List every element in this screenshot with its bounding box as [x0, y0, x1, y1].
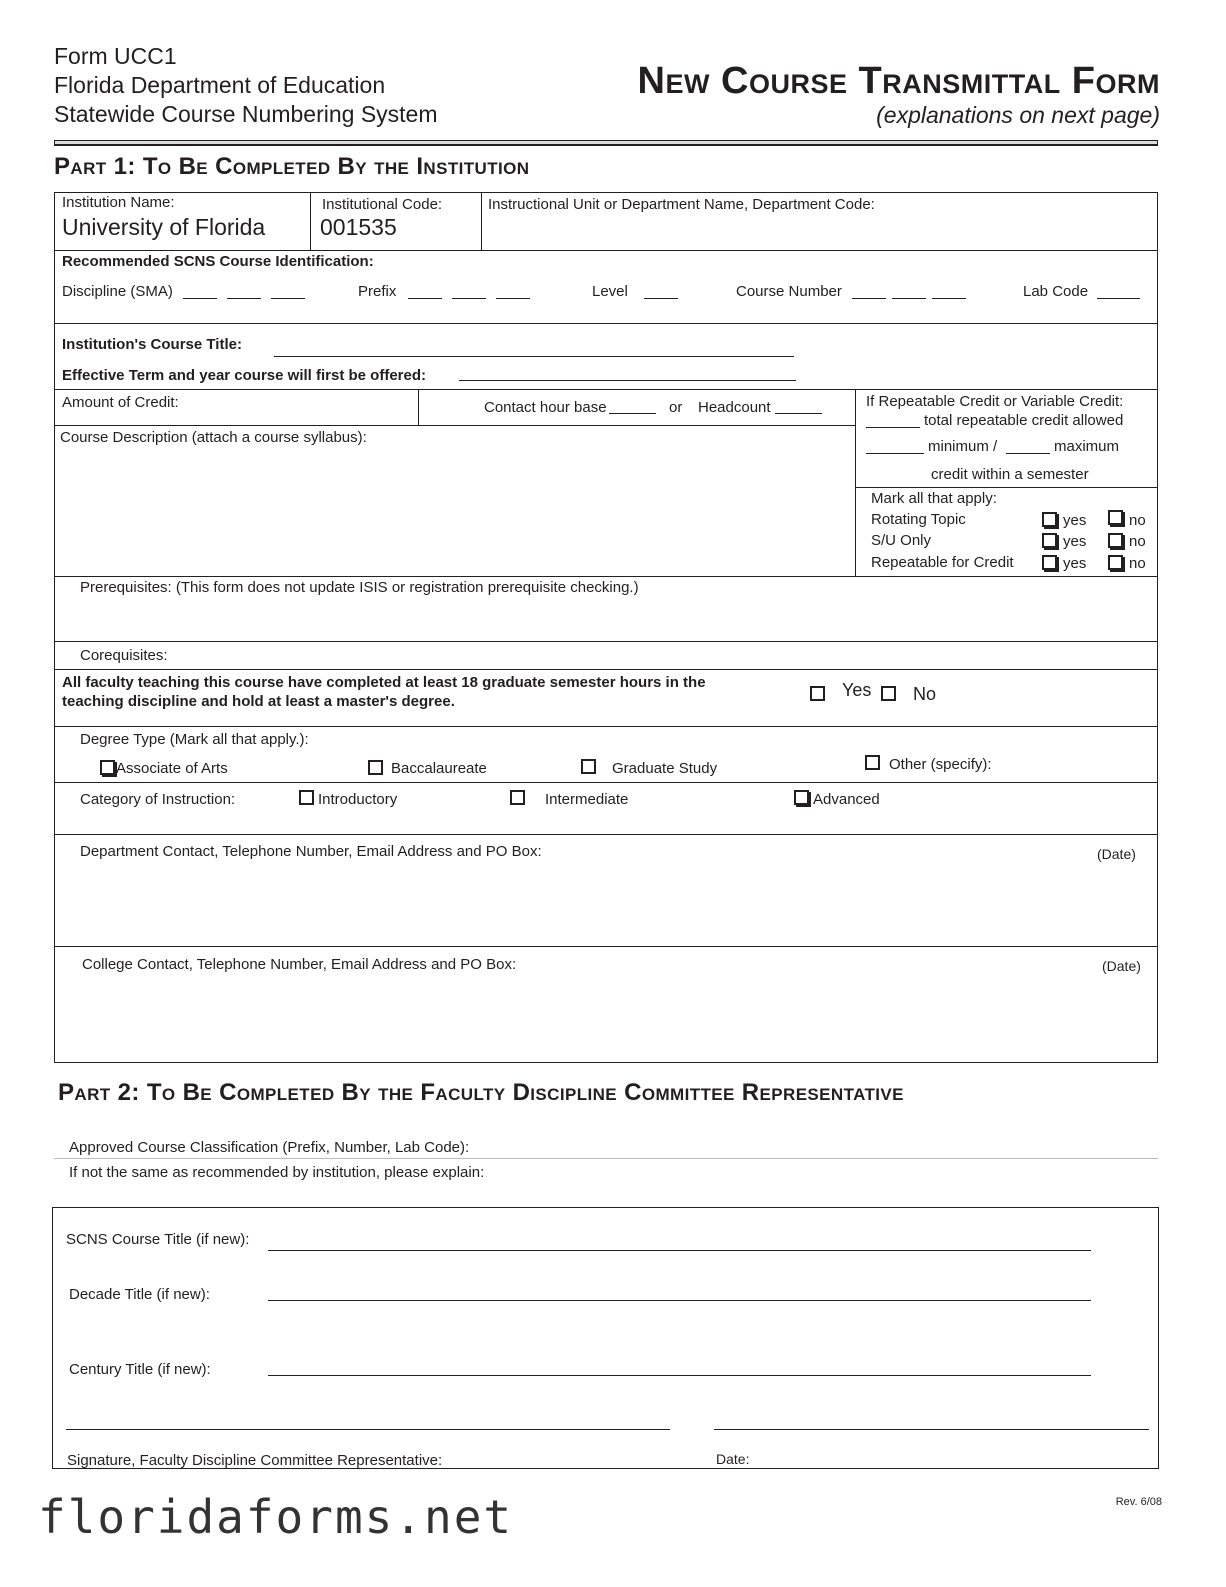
century-title-label: Century Title (if new): [69, 1361, 211, 1378]
rotating-topic-no-checkbox[interactable] [1108, 510, 1123, 525]
signature-date-label: Date: [716, 1451, 750, 1467]
century-title-field[interactable] [268, 1375, 1091, 1376]
intermediate-label: Intermediate [545, 791, 629, 808]
signature-date-field[interactable] [714, 1429, 1149, 1430]
introductory-label: Introductory [318, 791, 398, 808]
contact-hour-field[interactable] [609, 413, 656, 414]
divider [54, 250, 1158, 251]
repeatable-credit-label: Repeatable for Credit [871, 554, 1014, 571]
course-description-label: Course Description (attach a course syllabus): [60, 429, 367, 446]
header-divider [54, 140, 1158, 146]
prefix-label: Prefix [358, 283, 397, 300]
other-degree-label: Other (specify): [889, 756, 992, 773]
associate-arts-checkbox[interactable] [100, 760, 115, 775]
divider [54, 782, 1158, 783]
form-header-left [54, 42, 438, 129]
institutional-code-field[interactable]: 001535 [320, 214, 397, 240]
total-repeatable-field[interactable] [866, 427, 920, 428]
system-name: Statewide Course Numbering System [54, 101, 438, 127]
explain-label: If not the same as recommended by institution, please explain: [69, 1164, 485, 1181]
divider [54, 323, 1158, 324]
lab-code-label: Lab Code [1023, 283, 1089, 300]
faculty-yes-label: Yes [842, 680, 872, 700]
su-only-no-checkbox[interactable] [1108, 533, 1123, 548]
divider [54, 641, 1158, 642]
dept-contact-date-label: (Date) [1097, 846, 1136, 862]
divider [54, 946, 1158, 947]
divider [855, 487, 1158, 488]
prefix-field-1[interactable] [408, 298, 442, 299]
effective-term-label: Effective Term and year course will first be offered: [62, 367, 426, 384]
scns-id-label: Recommended SCNS Course Identification: [62, 253, 374, 270]
amount-credit-label: Amount of Credit: [62, 394, 179, 411]
form-subtitle: (explanations on next page) [876, 102, 1160, 128]
degree-type-label: Degree Type (Mark all that apply.): [80, 731, 309, 748]
level-field[interactable] [644, 298, 678, 299]
level-label: Level [592, 283, 628, 300]
divider [54, 389, 1158, 390]
introductory-checkbox[interactable] [299, 790, 314, 805]
divider [855, 389, 856, 577]
baccalaureate-label: Baccalaureate [391, 760, 487, 777]
discipline-label: Discipline (SMA) [62, 283, 173, 300]
divider [54, 576, 1158, 577]
discipline-field-2[interactable] [227, 298, 261, 299]
repeatable-credit-no-label: no [1129, 555, 1146, 572]
course-number-field-2[interactable] [892, 298, 926, 299]
scns-title-label: SCNS Course Title (if new): [66, 1231, 250, 1248]
or-label: or [669, 399, 683, 416]
repeatable-credit-yes-label: yes [1063, 555, 1087, 572]
course-number-field-1[interactable] [852, 298, 886, 299]
institution-name-label: Institution Name: [62, 194, 175, 211]
agency-name: Florida Department of Education [54, 72, 386, 98]
discipline-field-1[interactable] [183, 298, 217, 299]
signature-field[interactable] [66, 1429, 670, 1430]
within-semester-label: credit within a semester [931, 466, 1089, 483]
headcount-label: Headcount [698, 399, 771, 416]
faculty-no-checkbox[interactable] [881, 686, 896, 701]
form-id: Form UCC1 [54, 43, 177, 69]
other-degree-checkbox[interactable] [865, 755, 880, 770]
college-contact-label: College Contact, Telephone Number, Email Address and PO Box: [82, 956, 517, 973]
course-number-label: Course Number [736, 283, 842, 300]
decade-title-field[interactable] [268, 1300, 1091, 1301]
discipline-field-3[interactable] [271, 298, 305, 299]
su-only-yes-checkbox[interactable] [1042, 533, 1057, 548]
rotating-topic-no-label: no [1129, 512, 1146, 529]
divider [418, 389, 419, 425]
faculty-statement-line1: All faculty teaching this course have completed at least 18 graduate semester hours in the [62, 674, 706, 691]
maximum-field[interactable] [1006, 453, 1050, 454]
scns-title-field[interactable] [268, 1250, 1091, 1251]
category-label: Category of Instruction: [80, 791, 236, 808]
mark-all-label: Mark all that apply: [871, 490, 997, 507]
advanced-label: Advanced [813, 791, 880, 808]
signature-label: Signature, Faculty Discipline Committee Representative: [67, 1452, 443, 1469]
course-title-label: Institution's Course Title: [62, 336, 242, 353]
intermediate-checkbox[interactable] [510, 790, 525, 805]
prefix-field-2[interactable] [452, 298, 486, 299]
su-only-label: S/U Only [871, 532, 932, 549]
faculty-statement-line2: teaching discipline and hold at least a master's degree. [62, 693, 455, 710]
institution-name-field[interactable]: University of Florida [62, 214, 266, 240]
part2-heading: Part 2: To Be Completed By the Faculty Discipline Committee Representative [58, 1079, 904, 1106]
repeatable-header: If Repeatable Credit or Variable Credit: [866, 393, 1124, 410]
rotating-topic-yes-checkbox[interactable] [1042, 512, 1057, 527]
course-title-field[interactable] [274, 356, 794, 357]
minimum-field[interactable] [866, 453, 924, 454]
headcount-field[interactable] [775, 413, 822, 414]
divider [54, 669, 1158, 670]
college-contact-date-label: (Date) [1102, 958, 1141, 974]
prefix-field-3[interactable] [496, 298, 530, 299]
approved-classification-label: Approved Course Classification (Prefix, Number, Lab Code): [69, 1139, 470, 1156]
graduate-study-label: Graduate Study [612, 760, 718, 777]
institutional-code-label: Institutional Code: [322, 196, 443, 213]
divider [54, 726, 1158, 727]
divider [310, 192, 311, 250]
divider [54, 425, 855, 426]
course-number-field-3[interactable] [932, 298, 966, 299]
department-label: Instructional Unit or Department Name, Department Code: [488, 196, 875, 213]
rotating-topic-label: Rotating Topic [871, 511, 966, 528]
faculty-no-label: No [913, 684, 937, 704]
rotating-topic-yes-label: yes [1063, 512, 1087, 529]
divider [54, 834, 1158, 835]
watermark: floridaforms.net [38, 1490, 514, 1544]
baccalaureate-checkbox[interactable] [368, 760, 383, 775]
prerequisites-label: Prerequisites: (This form does not update ISIS or registration prerequisite checking.) [80, 579, 639, 596]
graduate-study-checkbox[interactable] [581, 759, 596, 774]
effective-term-field[interactable] [459, 380, 796, 381]
repeatable-credit-yes-checkbox[interactable] [1042, 555, 1057, 570]
associate-arts-label: Associate of Arts [116, 760, 228, 777]
repeatable-credit-no-checkbox[interactable] [1108, 555, 1123, 570]
minimum-label: minimum / [928, 438, 998, 455]
total-repeatable-label: total repeatable credit allowed [924, 412, 1124, 429]
faculty-yes-checkbox[interactable] [810, 686, 825, 701]
part1-heading: Part 1: To Be Completed By the Institution [54, 153, 530, 180]
corequisites-label: Corequisites: [80, 647, 168, 664]
su-only-yes-label: yes [1063, 533, 1087, 550]
approved-classification-field[interactable] [54, 1158, 1158, 1159]
su-only-no-label: no [1129, 533, 1146, 550]
decade-title-label: Decade Title (if new): [69, 1286, 210, 1303]
divider [481, 192, 482, 250]
revision-label: Rev. 6/08 [1115, 1496, 1162, 1508]
lab-code-field[interactable] [1097, 298, 1140, 299]
form-title: New Course Transmittal Form [637, 60, 1160, 102]
dept-contact-label: Department Contact, Telephone Number, Email Address and PO Box: [80, 843, 542, 860]
maximum-label: maximum [1054, 438, 1120, 455]
advanced-checkbox[interactable] [794, 790, 809, 805]
contact-hour-label: Contact hour base [484, 399, 607, 416]
